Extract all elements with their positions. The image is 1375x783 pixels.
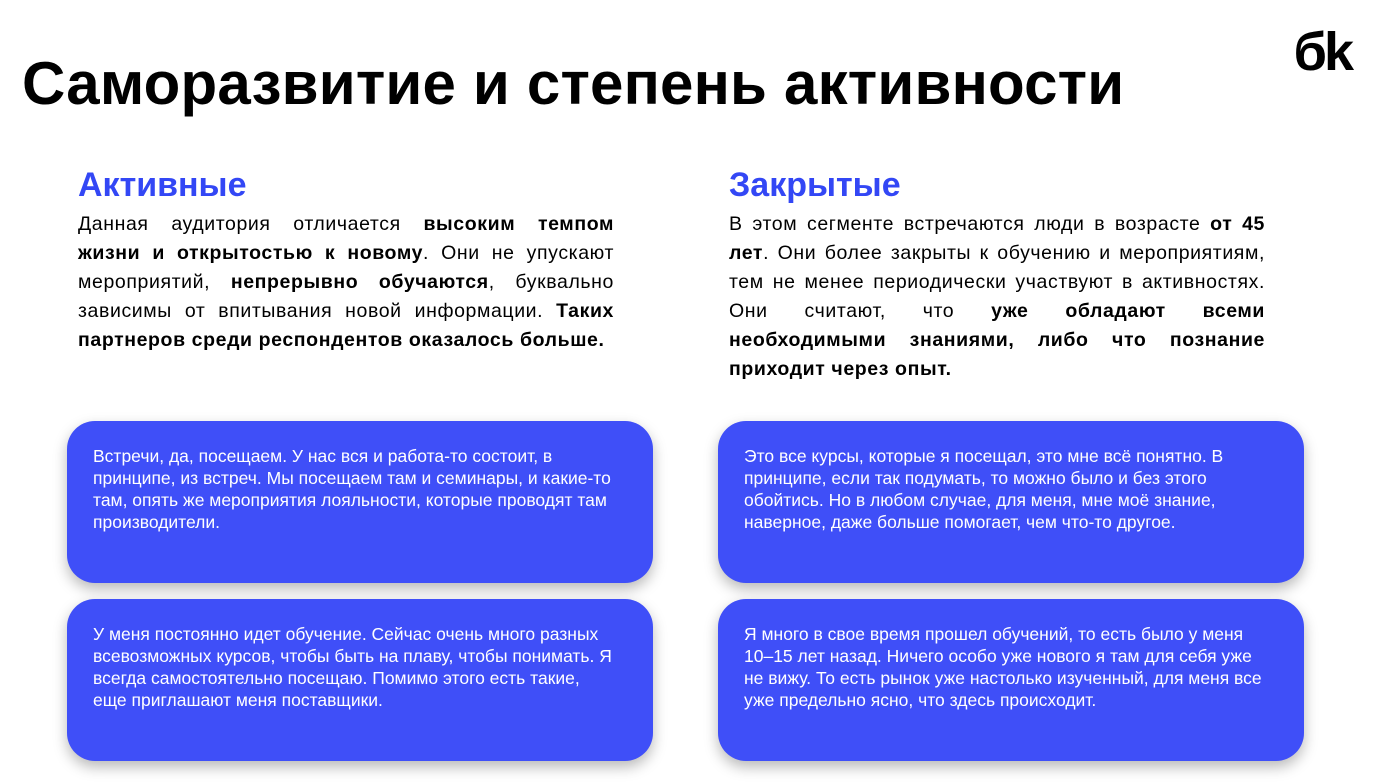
active-segment (78, 164, 614, 355)
closed-segment (729, 164, 1265, 384)
active-text-3: , буквально зависимы от впитывания новой информации. (78, 271, 614, 322)
quote-card-active-1: Встречи, да, посещаем. У нас вся и работа-то состоит, в принципе, из встреч. Мы посещаем там и семинары, и какие-то там, опять же мероприятия лояльности, которые проводят там производители. (67, 421, 653, 583)
closed-description (729, 210, 1265, 384)
active-heading: Активные (78, 166, 247, 204)
active-text-2: . Они не упускают мероприятий, (78, 242, 614, 293)
page-title: Саморазвитие и степень активности (22, 50, 1125, 117)
active-description (78, 210, 614, 355)
active-text-1: Данная аудитория отличается (78, 213, 424, 235)
active-bold-2: непрерывно обучаются (230, 271, 489, 293)
closed-bold-1: от 45 лет (729, 213, 1265, 264)
active-bold-3: Таких партнеров среди респондентов оказалось больше. (78, 300, 614, 351)
quote-card-closed-1: Это все курсы, которые я посещал, это мне всё понятно. В принципе, если так подумать, то можно было и без этого обойтись. Но в любом случае, для меня, мне моё знание, наверное, даже больше помогает, чем что-то другое. (718, 421, 1304, 583)
closed-bold-2: уже обладают всеми необходимыми знаниями, либо что познание приходит через опыт. (729, 300, 1266, 380)
quote-card-closed-2: Я много в свое время прошел обучений, то есть было у меня 10–15 лет назад. Ничего особо уже нового я там для себя уже не вижу. То есть рынок уже настолько изученный, для меня все уже предельно ясно, что здесь происходит. (718, 599, 1304, 761)
closed-heading: Закрытые (729, 166, 901, 204)
brand-logo: бk (1293, 22, 1351, 82)
closed-text-2: . Они более закрыты к обучению и мероприятиям, тем не менее периодически участвуют в активностях. Они считают, что (729, 242, 1265, 322)
active-bold-1: высоким темпом жизни и открытостью к новому (78, 213, 614, 264)
quote-card-active-2: У меня постоянно идет обучение. Сейчас очень много разных всевозможных курсов, чтобы быть на плаву, чтобы понимать. Я всегда самостоятельно посещаю. Помимо этого есть такие, еще приглашают меня поставщики. (67, 599, 653, 761)
closed-text-1: В этом сегменте встречаются люди в возрасте (729, 213, 1211, 235)
